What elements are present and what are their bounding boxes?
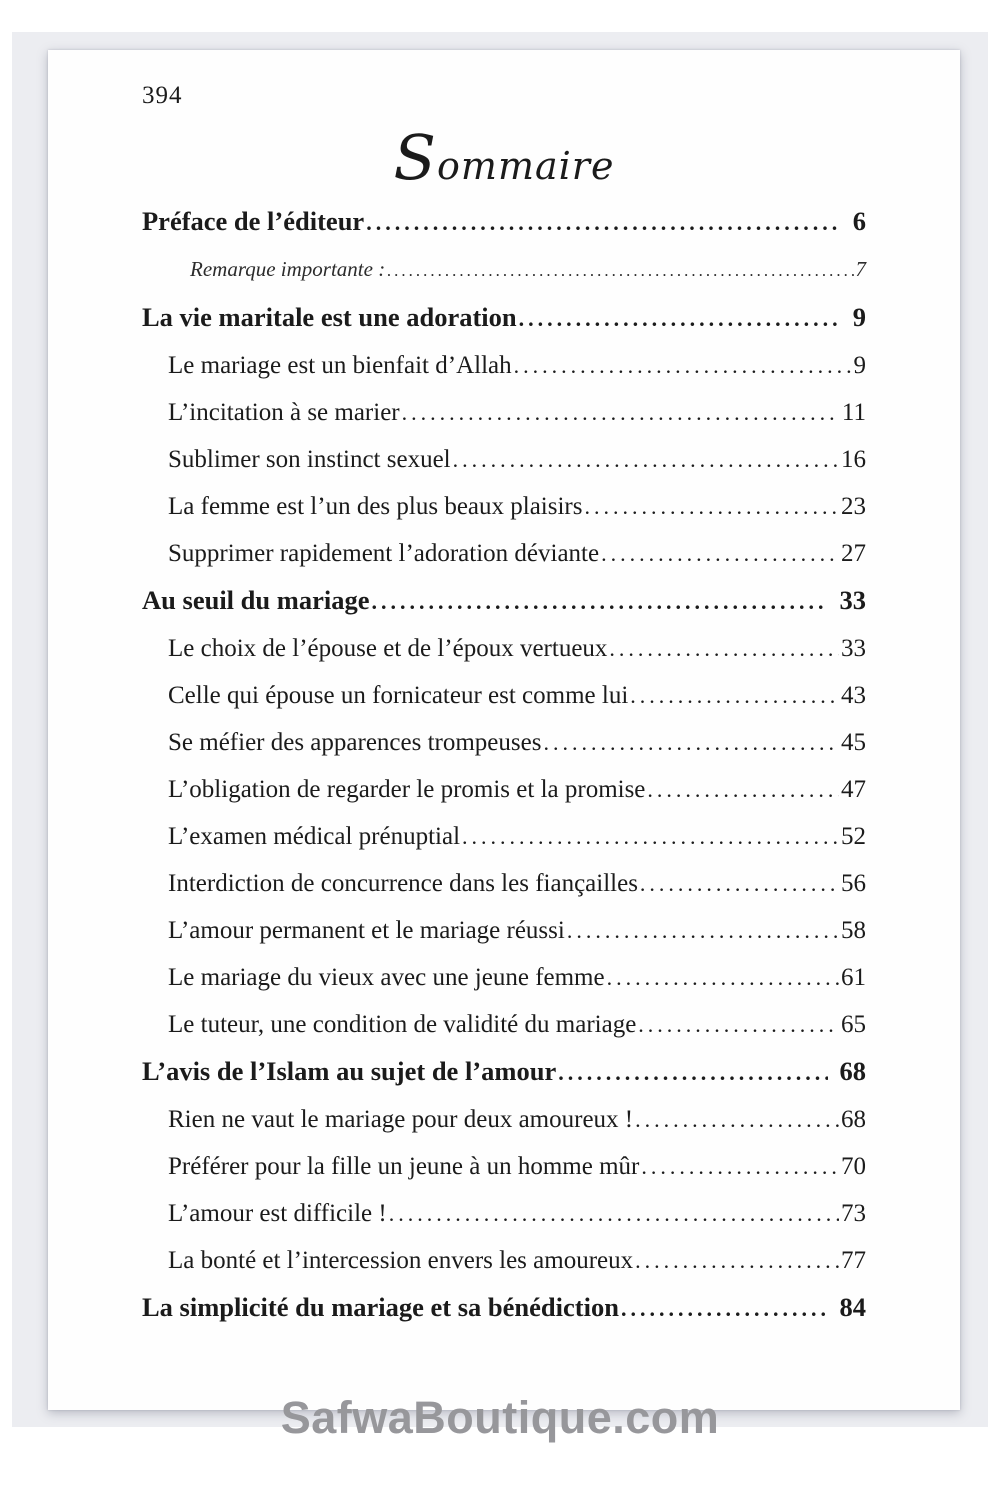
toc-entry	[142, 682, 866, 709]
toc-entry-label: Préférer pour la fille un jeune à un homme mûr	[168, 1153, 640, 1180]
toc-entry-page: 27	[841, 540, 866, 567]
toc-leader-dots	[402, 399, 840, 426]
toc-entry	[142, 1200, 866, 1227]
toc-entry	[142, 540, 866, 567]
toc-entry	[142, 1106, 866, 1133]
toc-leader-dots	[366, 209, 841, 236]
toc-entry	[142, 964, 866, 991]
toc-entry-label: L’incitation à se marier	[168, 399, 400, 426]
toc-leader-dots	[558, 1059, 827, 1086]
toc-entry-page: 33	[839, 585, 866, 615]
toc-entry-label: La simplicité du mariage et sa bénédiction	[142, 1292, 619, 1322]
toc-entry-page: 68	[839, 1056, 866, 1086]
toc-entry	[142, 870, 866, 897]
toc-entry-page: 65	[841, 1011, 866, 1038]
toc-entry-label: La bonté et l’intercession envers les amoureux	[168, 1247, 634, 1274]
folio-page-number: 394	[142, 82, 183, 109]
toc-entry-page: 43	[841, 682, 866, 709]
toc-leader-dots	[567, 917, 839, 944]
toc-leader-dots	[607, 964, 839, 991]
watermark-text: SafwaBoutique.com	[280, 1392, 720, 1443]
toc-entry-label: L’obligation de regarder le promis et la promise	[168, 776, 646, 803]
toc-entry-page: 56	[841, 870, 866, 897]
toc-entry	[142, 256, 866, 284]
toc-entry-page: 33	[841, 635, 866, 662]
toc-entry	[142, 493, 866, 520]
toc-entry-label: La femme est l’un des plus beaux plaisirs	[168, 493, 583, 520]
toc-leader-dots	[389, 1200, 839, 1227]
toc-list	[48, 208, 960, 1342]
toc-entry-page: 16	[841, 446, 866, 473]
toc-entry	[142, 1247, 866, 1274]
toc-entry-label: Celle qui épouse un fornicateur est comme lui	[168, 682, 629, 709]
toc-leader-dots	[635, 1106, 839, 1133]
toc-entry-label: Sublimer son instinct sexuel	[168, 446, 451, 473]
toc-entry-page: 23	[841, 493, 866, 520]
toc-entry-page: 47	[841, 776, 866, 803]
toc-leader-dots	[453, 446, 839, 473]
toc-entry-label: Supprimer rapidement l’adoration déviante	[168, 540, 600, 567]
page-sheet	[48, 50, 960, 1410]
toc-entry	[142, 1058, 866, 1086]
toc-entry-label: Le mariage du vieux avec une jeune femme	[168, 964, 605, 991]
toc-leader-dots	[647, 776, 839, 803]
toc-entry-page: 77	[841, 1247, 866, 1274]
toc-entry	[142, 776, 866, 803]
toc-entry-label: L’amour est difficile !	[168, 1200, 387, 1227]
toc-entry-page: 9	[852, 302, 866, 332]
toc-leader-dots	[640, 870, 839, 897]
toc-leader-dots	[543, 729, 839, 756]
toc-entry	[142, 399, 866, 426]
toc-entry-label: Remarque importante :	[190, 257, 386, 281]
toc-entry	[142, 729, 866, 756]
toc-entry-page: 6	[852, 206, 866, 236]
toc-entry-label: Se méfier des apparences trompeuses	[168, 729, 542, 756]
toc-leader-dots	[609, 635, 839, 662]
page-mat-background	[12, 32, 988, 1427]
toc-leader-dots	[387, 257, 853, 284]
toc-leader-dots	[621, 1295, 828, 1322]
toc-entry-page: 9	[853, 352, 866, 379]
toc-entry-label: Interdiction de concurrence dans les fiançailles	[168, 870, 638, 897]
toc-entry-page: 45	[841, 729, 866, 756]
toc-entry	[142, 208, 866, 236]
toc-entry-label: La vie maritale est une adoration	[142, 302, 517, 332]
toc-leader-dots	[462, 823, 839, 850]
toc-leader-dots	[635, 1247, 839, 1274]
toc-entry-label: Le mariage est un bienfait d’Allah	[168, 352, 512, 379]
toc-entry	[142, 917, 866, 944]
sommaire-title: Sommaire	[393, 121, 615, 194]
toc-entry-page: 84	[839, 1292, 866, 1322]
toc-leader-dots	[630, 682, 839, 709]
toc-entry	[142, 635, 866, 662]
toc-entry-label: Le tuteur, une condition de validité du mariage	[168, 1011, 637, 1038]
toc-entry	[142, 304, 866, 332]
toc-entry-page: 7	[855, 257, 866, 281]
toc-leader-dots	[519, 305, 841, 332]
toc-entry-page: 52	[841, 823, 866, 850]
toc-entry-label: L’avis de l’Islam au sujet de l’amour	[142, 1056, 557, 1086]
toc-entry-page: 73	[841, 1200, 866, 1227]
toc-entry-label: Rien ne vaut le mariage pour deux amoureux !	[168, 1106, 634, 1133]
toc-entry-label: Au seuil du mariage	[142, 585, 370, 615]
toc-leader-dots	[371, 588, 827, 615]
toc-entry	[142, 446, 866, 473]
toc-leader-dots	[641, 1153, 839, 1180]
toc-leader-dots	[601, 540, 839, 567]
toc-entry	[142, 587, 866, 615]
toc-entry-label: Le choix de l’épouse et de l’époux vertueux	[168, 635, 608, 662]
toc-leader-dots	[638, 1011, 839, 1038]
toc-entry-label: L’examen médical prénuptial	[168, 823, 461, 850]
toc-entry-page: 70	[841, 1153, 866, 1180]
toc-entry-page: 11	[841, 399, 866, 426]
toc-entry-page: 68	[841, 1106, 866, 1133]
toc-entry-page: 58	[841, 917, 866, 944]
toc-entry-label: Préface de l’éditeur	[142, 206, 365, 236]
toc-entry-page: 61	[841, 964, 866, 991]
toc-entry	[142, 1153, 866, 1180]
toc-entry	[142, 1294, 866, 1322]
toc-entry-label: L’amour permanent et le mariage réussi	[168, 917, 565, 944]
toc-leader-dots	[514, 352, 852, 379]
toc-entry	[142, 352, 866, 379]
toc-entry	[142, 1011, 866, 1038]
toc-entry	[142, 823, 866, 850]
toc-leader-dots	[584, 493, 839, 520]
